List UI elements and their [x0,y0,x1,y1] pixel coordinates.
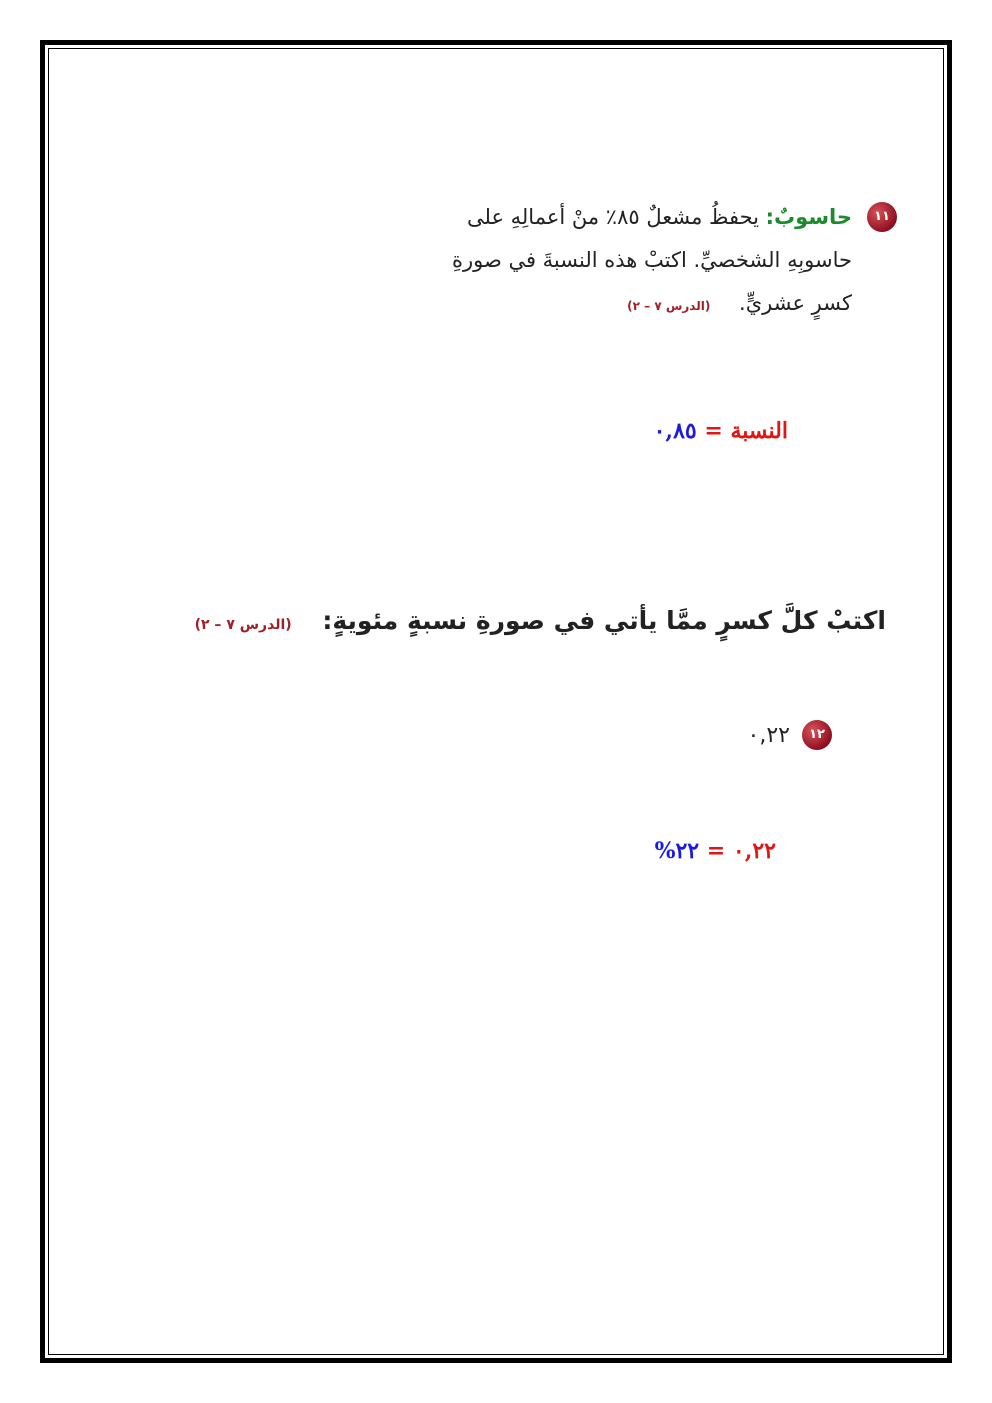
question-12-expression: ٠,٢٢ [747,722,790,748]
question-11-text-1: يحفظُ مشعلٌ ٨٥٪ منْ أعمالِهِ على [466,205,759,229]
answer-11 [654,418,788,444]
section-instruction [195,606,886,635]
instruction-text: اكتبْ كلَّ كسرٍ ممَّا يأتي في صورةِ نسبةٍ مئويةٍ: [322,606,886,635]
answer-11-label: النسبة = [704,418,788,444]
question-number-badge: ١٢ [802,720,832,750]
question-number-badge: ١١ [867,202,897,232]
question-11-line-1 [372,196,852,239]
answer-12 [655,838,776,864]
question-11-line-2: حاسوبِهِ الشخصيِّ. اكتبْ هذه النسبةَ في صورةِ [451,248,852,272]
question-11-text-3: كسرٍ عشريٍّ. [739,291,852,315]
question-11-line-3 [372,282,852,328]
question-12 [748,720,832,750]
instruction-lesson-reference: (الدرس ٧ – ٢) [194,617,292,633]
question-topic: حاسوبٌ: [765,205,852,229]
answer-12-left: ٠,٢٢ = [706,838,776,864]
question-11 [372,196,890,328]
answer-12-right: ٢٢% [654,838,700,864]
answer-11-value: ٠,٨٥ [653,418,697,444]
lesson-reference: (الدرس ٧ – ٢) [627,299,711,313]
